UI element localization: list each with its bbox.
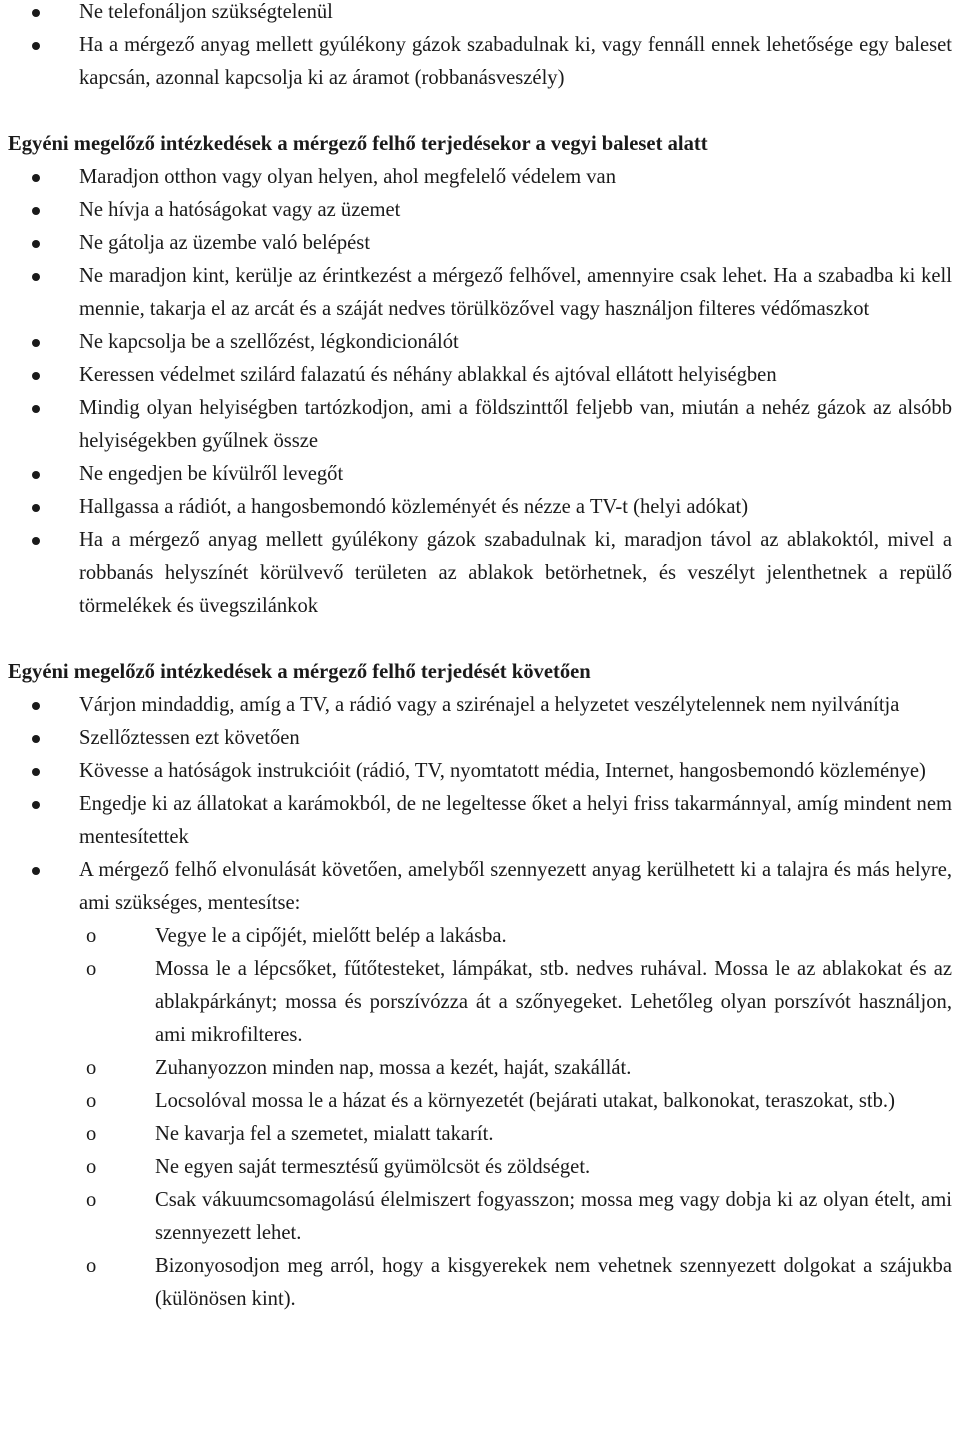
sub-list-item-text: Vegye le a cipőjét, mielőtt belép a lakásba. <box>155 925 507 947</box>
after-bullet-list <box>8 689 952 920</box>
list-item-text: Szellőztessen ezt követően <box>79 727 300 749</box>
bullet-icon <box>32 867 40 875</box>
list-item <box>8 458 952 491</box>
spacer <box>8 95 952 128</box>
bullet-icon <box>32 9 40 17</box>
bullet-icon <box>32 207 40 215</box>
bullet-icon <box>32 735 40 743</box>
list-item <box>8 491 952 524</box>
list-item <box>8 392 952 458</box>
list-item <box>8 788 952 854</box>
sub-bullet-marker: o <box>86 1090 97 1112</box>
bullet-icon <box>32 174 40 182</box>
bullet-icon <box>32 504 40 512</box>
spacer <box>8 623 952 656</box>
sub-bullet-marker: o <box>86 1123 97 1145</box>
bullet-icon <box>32 240 40 248</box>
list-item <box>8 854 952 920</box>
list-item-text: Ha a mérgező anyag mellett gyúlékony gázok szabadulnak ki, vagy fennáll ennek lehetősége egy baleset kapcsán, azonnal kapcsolja ki az áramot (robbanásveszély) <box>79 34 952 89</box>
list-item-text: Maradjon otthon vagy olyan helyen, ahol megfelelő védelem van <box>79 166 616 188</box>
list-item <box>8 689 952 722</box>
list-item-text: Ne kapcsolja be a szellőzést, légkondicionálót <box>79 331 459 353</box>
list-item-text: Hallgassa a rádiót, a hangosbemondó közleményét és nézze a TV-t (helyi adókat) <box>79 496 749 518</box>
bullet-icon <box>32 768 40 776</box>
top-bullet-list <box>8 0 952 95</box>
sub-list-item <box>8 1052 952 1085</box>
sub-bullet-marker: o <box>86 1255 97 1277</box>
sub-list-item <box>8 1184 952 1250</box>
sub-list-item <box>8 1250 952 1316</box>
list-item-text: Keressen védelmet szilárd falazatú és néhány ablakkal és ajtóval ellátott helyiségben <box>79 364 777 386</box>
bullet-icon <box>32 801 40 809</box>
list-item <box>8 755 952 788</box>
bullet-icon <box>32 273 40 281</box>
list-item-text: Ne hívja a hatóságokat vagy az üzemet <box>79 199 401 221</box>
sub-bullet-marker: o <box>86 1057 97 1079</box>
list-item <box>8 260 952 326</box>
bullet-icon <box>32 339 40 347</box>
sub-bullet-marker: o <box>86 1156 97 1178</box>
list-item <box>8 161 952 194</box>
sub-bullet-marker: o <box>86 1189 97 1211</box>
bullet-icon <box>32 405 40 413</box>
sub-list-item-text: Zuhanyozzon minden nap, mossa a kezét, haját, szakállát. <box>155 1057 632 1079</box>
list-item-text: Mindig olyan helyiségben tartózkodjon, ami a földszinttől feljebb van, miután a nehéz gázok az alsóbb helyiségekben gyűlnek össze <box>79 397 952 452</box>
sub-list-item-text: Ne egyen saját termesztésű gyümölcsöt és zöldséget. <box>155 1156 591 1178</box>
bullet-icon <box>32 537 40 545</box>
sub-bullet-marker: o <box>86 958 97 980</box>
list-item-text: Ha a mérgező anyag mellett gyúlékony gázok szabadulnak ki, maradjon távol az ablakoktól, mivel a robbanás helyszínét körülvevő területen az ablakok betörhetnek, és veszélyt jelenthetnek a repülő törmelékek és üvegszilánkok <box>79 529 952 617</box>
sub-list-item <box>8 1085 952 1118</box>
bullet-icon <box>32 42 40 50</box>
list-item-text: Ne gátolja az üzembe való belépést <box>79 232 371 254</box>
list-item <box>8 0 952 29</box>
list-item-text: Kövesse a hatóságok instrukcióit (rádió, TV, nyomtatott média, Internet, hangosbemondó közleménye) <box>79 760 926 782</box>
sub-list-item <box>8 1118 952 1151</box>
list-item-text: Várjon mindaddig, amíg a TV, a rádió vagy a szirénajel a helyzetet veszélytelennek nem nyilvánítja <box>79 694 900 716</box>
list-item-text: A mérgező felhő elvonulását követően, amelyből szennyezett anyag kerülhetett ki a talajra és más helyre, ami szükséges, mentesítse: <box>79 859 952 914</box>
list-item <box>8 722 952 755</box>
bullet-icon <box>32 372 40 380</box>
list-item <box>8 29 952 95</box>
list-item <box>8 524 952 623</box>
sub-list-item-text: Locsolóval mossa le a házat és a környezetét (bejárati utakat, balkonokat, teraszokat, stb.) <box>155 1090 895 1112</box>
sub-bullet-marker: o <box>86 925 97 947</box>
bullet-icon <box>32 471 40 479</box>
list-item-text: Engedje ki az állatokat a karámokból, de ne legeltesse őket a helyi friss takarmánnyal, amíg mindent nem mentesítettek <box>79 793 952 848</box>
during-bullet-list <box>8 161 952 623</box>
list-item-text: Ne telefonáljon szükségtelenül <box>79 1 333 23</box>
list-item <box>8 194 952 227</box>
sub-list-item <box>8 920 952 953</box>
decontamination-sub-list <box>8 920 952 1316</box>
sub-list-item-text: Ne kavarja fel a szemetet, mialatt takarít. <box>155 1123 494 1145</box>
list-item-text: Ne maradjon kint, kerülje az érintkezést a mérgező felhővel, amennyire csak lehet. Ha a szabadba ki kell mennie, takarja el az arcát és a száját nedves törülközővel vagy használjon filteres védőmaszkot <box>79 265 952 320</box>
sub-list-item <box>8 953 952 1052</box>
list-item <box>8 359 952 392</box>
bullet-icon <box>32 702 40 710</box>
sub-list-item-text: Bizonyosodjon meg arról, hogy a kisgyerekek nem vehetnek szennyezett dolgokat a szájukba (különösen kint). <box>155 1255 952 1310</box>
list-item <box>8 227 952 260</box>
section-heading-during: Egyéni megelőző intézkedések a mérgező felhő terjedésekor a vegyi baleset alatt <box>8 133 708 155</box>
sub-list-item-text: Mossa le a lépcsőket, fűtőtesteket, lámpákat, stb. nedves ruhával. Mossa le az ablakokat és az ablakpárkányt; mossa és porszívózza át a szőnyegeket. Lehetőleg olyan porszívót használjon, ami mikrofilteres. <box>155 958 952 1046</box>
sub-list-item-text: Csak vákuumcsomagolású élelmiszert fogyasszon; mossa meg vagy dobja ki az olyan ételt, ami szennyezett lehet. <box>155 1189 952 1244</box>
list-item-text: Ne engedjen be kívülről levegőt <box>79 463 344 485</box>
list-item <box>8 326 952 359</box>
document-page <box>8 0 952 1316</box>
section-heading-after: Egyéni megelőző intézkedések a mérgező felhő terjedését követően <box>8 661 591 683</box>
sub-list-item <box>8 1151 952 1184</box>
